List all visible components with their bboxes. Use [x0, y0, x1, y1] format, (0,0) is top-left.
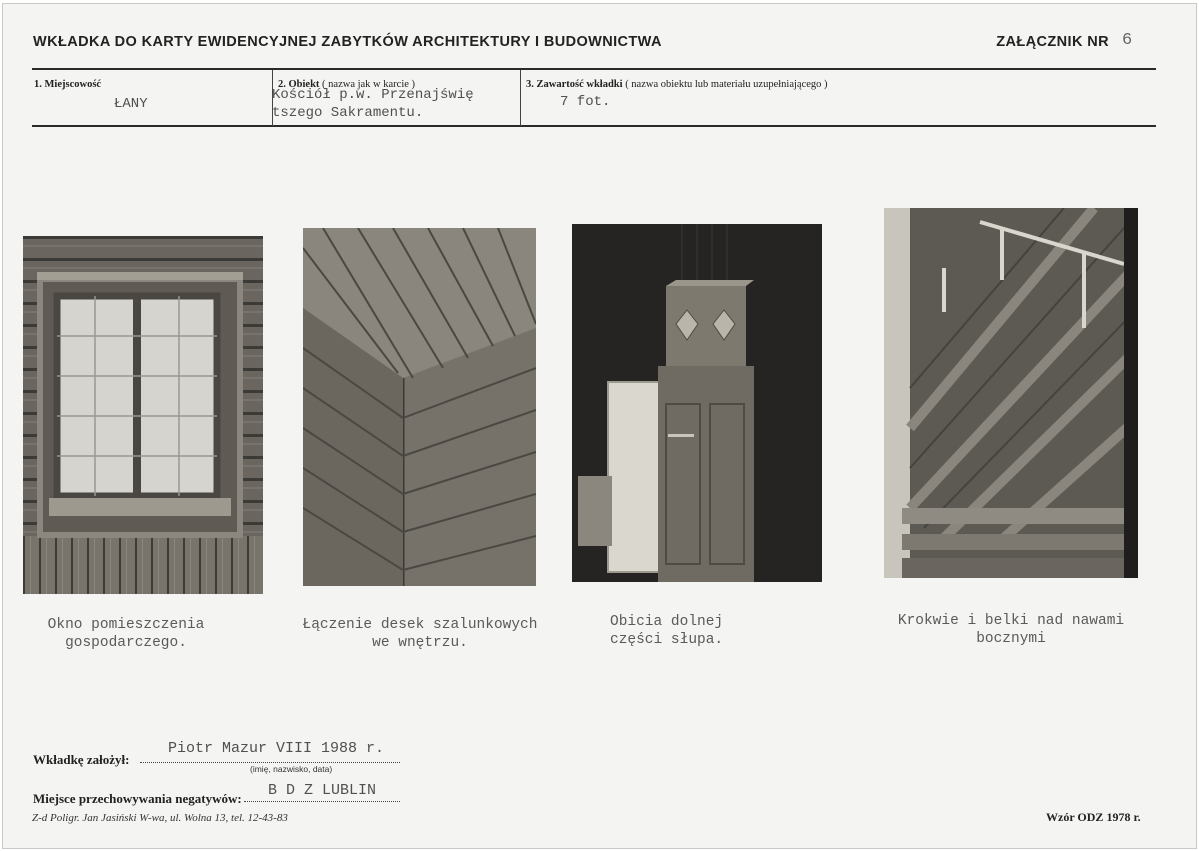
created-by-line — [140, 762, 400, 763]
locality-label: 1. Miejscowość — [34, 79, 102, 90]
field-divider-2 — [520, 70, 521, 126]
photo-board-joint — [303, 228, 536, 586]
negatives-storage-label: Miejsce przechowywania negatywów: — [33, 791, 242, 806]
created-by-value: Piotr Mazur VIII 1988 r. — [168, 740, 385, 757]
photo-window — [23, 236, 263, 594]
attachment-number: 6 — [1122, 31, 1133, 50]
header-rule-bottom — [32, 125, 1156, 127]
created-by-hint: (imię, nazwisko, data) — [250, 764, 333, 774]
form-title: WKŁADKA DO KARTY EWIDENCYJNEJ ZABYTKÓW ARCHITEKTURY I BUDOWNICTWA — [33, 34, 662, 50]
object-label: 2. Obiekt ( nazwa jak w karcie ) — [278, 79, 416, 90]
board-joint-image — [303, 228, 536, 586]
caption-rafters: Krokwie i belki nad nawami bocznymi — [897, 613, 1125, 647]
caption-board-joint: Łączenie desek szalunkowych we wnętrzu. — [302, 617, 538, 651]
caption-post-cladding: Obicia dolnej części słupa. — [610, 614, 724, 648]
content-label: 3. Zawartość wkładki ( nazwa obiektu lub materiału uzupełniającego ) — [526, 79, 828, 90]
content-value: 7 fot. — [560, 94, 611, 110]
created-by-label: Wkładkę założył: — [33, 752, 130, 767]
caption-window: Okno pomieszczenia gospodarczego. — [47, 617, 205, 651]
header-rule-top — [32, 68, 1156, 70]
object-value — [272, 86, 474, 122]
negatives-storage-value: B D Z LUBLIN — [268, 782, 377, 799]
printer-imprint: Z-d Poligr. Jan Jasiński W-wa, ul. Wolna 13, tel. 12-43-83 — [32, 812, 288, 824]
locality-value: ŁANY — [114, 96, 148, 112]
attachment-label: ZAŁĄCZNIK NR — [996, 34, 1109, 50]
object-value-line-2: tszego Sakramentu. — [272, 105, 424, 121]
photo-rafters — [884, 208, 1138, 578]
negatives-storage-line — [244, 801, 400, 802]
photo-post-cladding — [572, 224, 822, 582]
rafters-image — [884, 208, 1138, 578]
form-version: Wzór ODZ 1978 r. — [1046, 810, 1141, 824]
post-cladding-image — [572, 224, 822, 582]
window-image — [23, 236, 263, 594]
object-value-line-1: Kościół p.w. Przenajświę — [272, 87, 474, 103]
